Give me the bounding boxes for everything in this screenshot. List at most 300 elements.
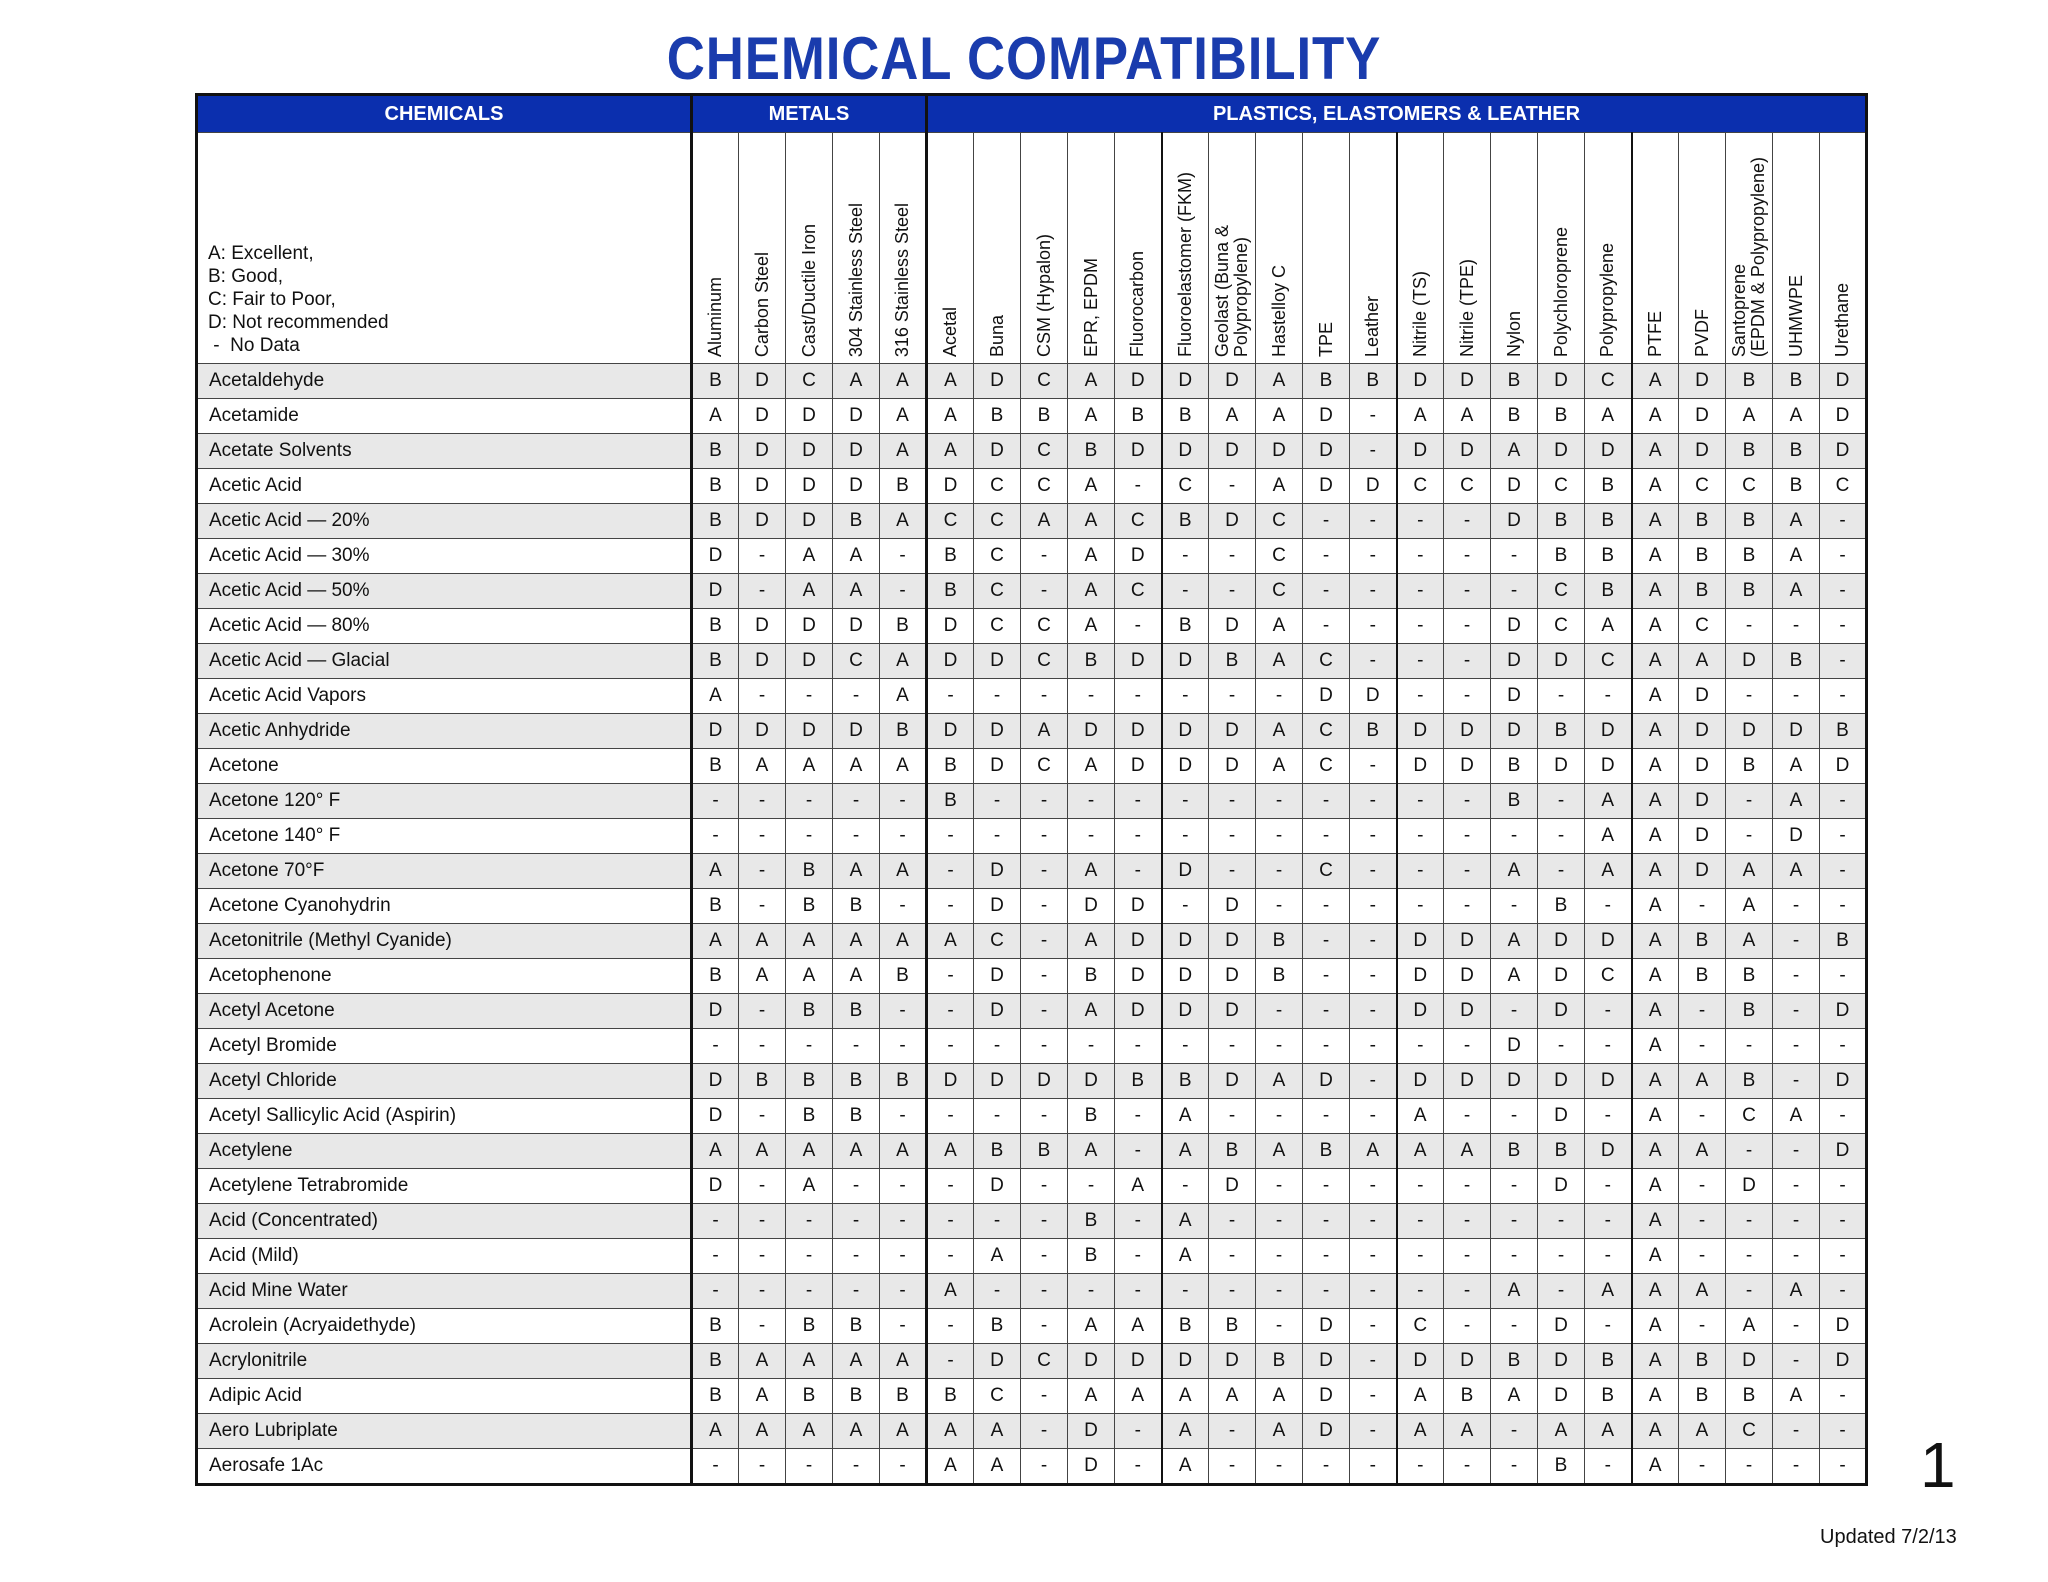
rating-cell: D [1209, 1064, 1256, 1099]
rating-cell: A [1632, 1134, 1679, 1169]
rating-cell: D [1397, 994, 1444, 1029]
rating-cell: - [1303, 1449, 1350, 1485]
rating-cell: D [833, 609, 880, 644]
rating-cell: D [1209, 504, 1256, 539]
rating-cell: B [1538, 1134, 1585, 1169]
rating-cell: D [1820, 994, 1867, 1029]
rating-cell: B [786, 994, 833, 1029]
rating-cell: D [1303, 1344, 1350, 1379]
rating-cell: D [1538, 749, 1585, 784]
rating-cell: A [1632, 714, 1679, 749]
rating-cell: A [692, 1134, 739, 1169]
rating-cell: A [880, 749, 927, 784]
table-row [197, 714, 1867, 749]
rating-cell: C [1303, 644, 1350, 679]
column-header-label: Carbon Steel [751, 251, 772, 357]
rating-cell: - [927, 1239, 974, 1274]
rating-cell: - [1444, 1029, 1491, 1064]
rating-cell: - [1209, 679, 1256, 714]
rating-cell: D [1538, 364, 1585, 399]
rating-cell: D [1491, 1029, 1538, 1064]
rating-cell: A [1444, 399, 1491, 434]
rating-cell: A [880, 924, 927, 959]
group-header-metals: METALS [692, 95, 927, 133]
rating-cell: C [1726, 469, 1773, 504]
rating-cell: D [1820, 1064, 1867, 1099]
rating-cell: - [1350, 574, 1397, 609]
rating-cell: - [1773, 959, 1820, 994]
rating-cell: A [880, 644, 927, 679]
rating-cell: A [833, 539, 880, 574]
column-header [786, 133, 833, 364]
rating-cell: - [974, 784, 1021, 819]
rating-cell: B [880, 959, 927, 994]
rating-cell: D [1820, 364, 1867, 399]
rating-cell: A [786, 1134, 833, 1169]
chemical-name: Acetic Anhydride [197, 714, 692, 749]
rating-cell: D [1726, 714, 1773, 749]
rating-cell: - [1491, 819, 1538, 854]
rating-cell: - [1773, 1309, 1820, 1344]
rating-cell: B [692, 959, 739, 994]
rating-cell: A [1585, 399, 1632, 434]
rating-cell: - [1820, 889, 1867, 924]
rating-cell: - [1397, 504, 1444, 539]
chemical-name: Acetyl Sallicylic Acid (Aspirin) [197, 1099, 692, 1134]
rating-cell: - [1021, 1099, 1068, 1134]
rating-cell: - [927, 994, 974, 1029]
rating-cell: D [1162, 434, 1209, 469]
rating-cell: A [1726, 854, 1773, 889]
rating-cell: - [833, 1239, 880, 1274]
rating-cell: D [1585, 1134, 1632, 1169]
rating-cell: - [1350, 1309, 1397, 1344]
rating-cell: - [1773, 609, 1820, 644]
rating-cell: A [1632, 1344, 1679, 1379]
rating-cell: C [1444, 469, 1491, 504]
rating-cell: - [1350, 1239, 1397, 1274]
rating-cell: D [1209, 434, 1256, 469]
rating-cell: B [833, 994, 880, 1029]
rating-cell: B [927, 784, 974, 819]
rating-cell: - [1350, 434, 1397, 469]
rating-cell: A [1726, 924, 1773, 959]
rating-cell: D [786, 714, 833, 749]
rating-cell: - [880, 819, 927, 854]
rating-cell: A [1632, 609, 1679, 644]
rating-cell: - [1350, 994, 1397, 1029]
rating-cell: D [1115, 1344, 1162, 1379]
rating-cell: - [1444, 1204, 1491, 1239]
table-row [197, 854, 1867, 889]
rating-cell: A [1256, 1414, 1303, 1449]
rating-cell: D [1491, 714, 1538, 749]
rating-cell: A [1021, 714, 1068, 749]
rating-cell: - [739, 1309, 786, 1344]
rating-cell: B [974, 1309, 1021, 1344]
rating-cell: A [1068, 749, 1115, 784]
rating-cell: A [1773, 399, 1820, 434]
table-row [197, 609, 1867, 644]
rating-cell: A [880, 1414, 927, 1449]
rating-cell: B [692, 889, 739, 924]
rating-cell: - [1021, 1274, 1068, 1309]
rating-cell: - [1209, 1239, 1256, 1274]
rating-cell: A [1632, 749, 1679, 784]
rating-cell: D [1397, 959, 1444, 994]
rating-cell: C [1021, 1344, 1068, 1379]
rating-cell: - [739, 854, 786, 889]
rating-cell: - [692, 1274, 739, 1309]
rating-cell: - [974, 1204, 1021, 1239]
rating-cell: B [1820, 924, 1867, 959]
rating-cell: B [1350, 714, 1397, 749]
rating-cell: - [1350, 854, 1397, 889]
rating-cell: - [1444, 609, 1491, 644]
table-row [197, 1204, 1867, 1239]
rating-cell: C [1397, 1309, 1444, 1344]
rating-cell: - [1679, 1169, 1726, 1204]
rating-cell: C [1021, 364, 1068, 399]
rating-cell: - [1303, 959, 1350, 994]
rating-cell: C [1538, 469, 1585, 504]
rating-cell: D [974, 434, 1021, 469]
group-header-row [197, 95, 1867, 133]
rating-cell: A [1632, 364, 1679, 399]
rating-cell: - [1444, 1239, 1491, 1274]
rating-cell: D [1538, 1379, 1585, 1414]
rating-cell: - [1726, 679, 1773, 714]
rating-cell: A [692, 854, 739, 889]
rating-cell: - [786, 784, 833, 819]
rating-cell: A [1632, 539, 1679, 574]
rating-cell: B [1726, 959, 1773, 994]
table-row [197, 1344, 1867, 1379]
rating-cell: - [1256, 819, 1303, 854]
table-row [197, 784, 1867, 819]
rating-cell: - [880, 889, 927, 924]
rating-cell: C [1115, 504, 1162, 539]
rating-cell: D [1538, 959, 1585, 994]
rating-cell: C [1679, 469, 1726, 504]
rating-cell: - [1256, 1099, 1303, 1134]
rating-cell: D [1303, 1379, 1350, 1414]
rating-cell: A [1679, 1064, 1726, 1099]
rating-cell: - [1256, 679, 1303, 714]
rating-cell: B [1162, 1309, 1209, 1344]
rating-cell: - [1209, 1204, 1256, 1239]
chemical-name: Adipic Acid [197, 1379, 692, 1414]
rating-cell: A [739, 959, 786, 994]
rating-cell: - [1444, 504, 1491, 539]
rating-cell: - [1773, 1134, 1820, 1169]
rating-cell: D [927, 644, 974, 679]
rating-cell: D [1820, 434, 1867, 469]
rating-cell: - [1773, 1239, 1820, 1274]
table-row [197, 574, 1867, 609]
rating-cell: - [974, 1029, 1021, 1064]
rating-cell: - [1209, 819, 1256, 854]
rating-cell: - [1350, 609, 1397, 644]
rating-cell: - [1397, 1274, 1444, 1309]
rating-cell: - [1726, 1449, 1773, 1485]
rating-cell: B [833, 1099, 880, 1134]
rating-cell: D [786, 609, 833, 644]
rating-cell: - [692, 1204, 739, 1239]
rating-cell: A [927, 1274, 974, 1309]
rating-cell: B [1068, 1204, 1115, 1239]
rating-cell: D [1679, 854, 1726, 889]
rating-cell: A [974, 1239, 1021, 1274]
rating-cell: - [1350, 924, 1397, 959]
rating-cell: B [1021, 399, 1068, 434]
rating-cell: A [1632, 1414, 1679, 1449]
rating-cell: - [1021, 574, 1068, 609]
chemical-name: Acetone 70°F [197, 854, 692, 889]
rating-cell: D [974, 854, 1021, 889]
rating-cell: A [1632, 469, 1679, 504]
rating-cell: D [1726, 644, 1773, 679]
rating-cell: - [927, 1204, 974, 1239]
rating-cell: A [1256, 714, 1303, 749]
rating-cell: - [1209, 1274, 1256, 1309]
rating-cell: - [1350, 644, 1397, 679]
column-header [1491, 133, 1538, 364]
column-header [692, 133, 739, 364]
rating-cell: B [974, 399, 1021, 434]
rating-cell: D [1209, 749, 1256, 784]
rating-cell: - [1115, 1449, 1162, 1485]
rating-cell: A [927, 924, 974, 959]
rating-cell: C [1585, 364, 1632, 399]
rating-cell: D [833, 714, 880, 749]
rating-cell: D [739, 469, 786, 504]
rating-cell: - [1162, 784, 1209, 819]
rating-cell: D [692, 714, 739, 749]
legend-item: A: Excellent, [208, 243, 314, 264]
rating-cell: B [786, 1309, 833, 1344]
rating-cell: B [1679, 1379, 1726, 1414]
rating-cell: - [1021, 1204, 1068, 1239]
rating-cell: B [1162, 399, 1209, 434]
rating-cell: B [1256, 959, 1303, 994]
rating-cell: D [974, 749, 1021, 784]
rating-cell: A [1726, 889, 1773, 924]
rating-cell: - [927, 1344, 974, 1379]
rating-cell: - [739, 679, 786, 714]
rating-cell: - [927, 889, 974, 924]
column-header [1350, 133, 1397, 364]
rating-cell: D [1538, 1064, 1585, 1099]
rating-cell: - [833, 1274, 880, 1309]
rating-cell: A [927, 434, 974, 469]
rating-cell: A [1726, 1309, 1773, 1344]
rating-cell: - [1021, 679, 1068, 714]
rating-cell: - [833, 1169, 880, 1204]
table-row [197, 889, 1867, 924]
rating-cell: - [1021, 1169, 1068, 1204]
rating-cell: B [880, 714, 927, 749]
rating-cell: A [1773, 749, 1820, 784]
rating-cell: - [1115, 1414, 1162, 1449]
rating-cell: B [1538, 399, 1585, 434]
rating-cell: - [739, 1239, 786, 1274]
table-row [197, 679, 1867, 714]
rating-cell: - [1350, 1379, 1397, 1414]
rating-cell: C [1162, 469, 1209, 504]
rating-cell: B [1491, 1134, 1538, 1169]
rating-cell: D [1820, 1344, 1867, 1379]
column-header-label: Fluorocarbon [1127, 250, 1148, 357]
rating-cell: - [927, 819, 974, 854]
rating-cell: A [1632, 784, 1679, 819]
rating-cell: D [1491, 609, 1538, 644]
rating-cell: - [1491, 994, 1538, 1029]
rating-cell: - [1444, 1099, 1491, 1134]
rating-cell: B [927, 749, 974, 784]
rating-cell: C [1021, 434, 1068, 469]
rating-cell: - [739, 1099, 786, 1134]
chemical-name: Acetic Acid — Glacial [197, 644, 692, 679]
rating-cell: D [1726, 1344, 1773, 1379]
rating-cell: D [1115, 889, 1162, 924]
rating-cell: D [1679, 399, 1726, 434]
rating-cell: B [927, 1379, 974, 1414]
rating-cell: A [1632, 574, 1679, 609]
rating-cell: B [1162, 504, 1209, 539]
rating-cell: - [1585, 1029, 1632, 1064]
rating-cell: - [1679, 1204, 1726, 1239]
column-header [1444, 133, 1491, 364]
rating-cell: - [1773, 1414, 1820, 1449]
chemical-name: Acetamide [197, 399, 692, 434]
rating-cell: - [1679, 1029, 1726, 1064]
rating-cell: - [880, 539, 927, 574]
rating-cell: A [1162, 1099, 1209, 1134]
rating-cell: B [692, 609, 739, 644]
rating-cell: B [1538, 504, 1585, 539]
rating-cell: - [1820, 1204, 1867, 1239]
rating-cell: - [1350, 504, 1397, 539]
rating-cell: - [1444, 1449, 1491, 1485]
rating-cell: D [1068, 1414, 1115, 1449]
rating-cell: B [1256, 1344, 1303, 1379]
rating-cell: D [1303, 399, 1350, 434]
rating-cell: C [1256, 504, 1303, 539]
rating-cell: - [1726, 1239, 1773, 1274]
rating-cell: D [974, 714, 1021, 749]
chemical-name: Acetone 120° F [197, 784, 692, 819]
chemical-name: Acetic Acid — 30% [197, 539, 692, 574]
rating-cell: - [880, 1449, 927, 1485]
rating-cell: - [1350, 1169, 1397, 1204]
rating-cell: C [1115, 574, 1162, 609]
rating-cell: D [1209, 364, 1256, 399]
rating-cell: B [1491, 749, 1538, 784]
table-row [197, 819, 1867, 854]
rating-cell: A [880, 399, 927, 434]
rating-cell: A [1632, 1029, 1679, 1064]
rating-cell: B [1726, 504, 1773, 539]
rating-cell: B [1679, 924, 1726, 959]
rating-cell: D [1068, 1449, 1115, 1485]
rating-cell: A [1068, 539, 1115, 574]
rating-cell: D [1538, 644, 1585, 679]
column-header [1397, 133, 1444, 364]
column-header [880, 133, 927, 364]
rating-cell: - [1397, 574, 1444, 609]
rating-cell: D [1256, 434, 1303, 469]
rating-cell: A [1773, 574, 1820, 609]
rating-cell: A [1256, 469, 1303, 504]
rating-cell: - [1397, 854, 1444, 889]
rating-cell: D [1350, 679, 1397, 714]
rating-cell: A [1632, 1449, 1679, 1485]
rating-cell: B [1491, 399, 1538, 434]
column-header [1773, 133, 1820, 364]
rating-cell: - [1209, 1029, 1256, 1064]
rating-cell: - [1773, 1344, 1820, 1379]
rating-cell: - [1585, 679, 1632, 714]
rating-cell: B [1773, 434, 1820, 469]
rating-cell: - [1162, 574, 1209, 609]
chemical-name: Acetylene Tetrabromide [197, 1169, 692, 1204]
rating-cell: B [692, 434, 739, 469]
rating-cell: A [880, 854, 927, 889]
rating-cell: D [1303, 434, 1350, 469]
rating-cell: A [1632, 644, 1679, 679]
rating-cell: C [1538, 609, 1585, 644]
rating-cell: - [1350, 819, 1397, 854]
column-header-label: CSM (Hypalon) [1033, 233, 1054, 357]
rating-cell: A [833, 959, 880, 994]
rating-cell: - [1397, 784, 1444, 819]
rating-cell: - [1397, 1204, 1444, 1239]
rating-cell: D [1585, 434, 1632, 469]
rating-cell: A [1585, 854, 1632, 889]
rating-cell: A [1256, 399, 1303, 434]
rating-cell: D [1679, 714, 1726, 749]
rating-cell: A [786, 1344, 833, 1379]
rating-cell: - [1726, 784, 1773, 819]
rating-cell: A [1021, 504, 1068, 539]
column-header-label: EPR, EPDM [1080, 257, 1101, 357]
rating-cell: D [1115, 434, 1162, 469]
rating-cell: - [1021, 854, 1068, 889]
table-row [197, 924, 1867, 959]
rating-cell: - [1444, 889, 1491, 924]
rating-cell: D [974, 1344, 1021, 1379]
rating-cell: D [1444, 434, 1491, 469]
column-header [739, 133, 786, 364]
rating-cell: - [1538, 819, 1585, 854]
column-header [974, 133, 1021, 364]
rating-cell: - [1350, 1029, 1397, 1064]
compatibility-table [195, 93, 1868, 1486]
rating-cell: D [1068, 1064, 1115, 1099]
rating-cell: - [1350, 1344, 1397, 1379]
rating-cell: D [1444, 714, 1491, 749]
rating-cell: C [833, 644, 880, 679]
column-header [1726, 133, 1773, 364]
column-header-label: TPE [1315, 321, 1336, 357]
rating-cell: D [1444, 924, 1491, 959]
rating-cell: D [1444, 364, 1491, 399]
rating-cell: B [1256, 924, 1303, 959]
rating-cell: - [1068, 1274, 1115, 1309]
rating-cell: - [1256, 854, 1303, 889]
chemical-name: Acetyl Acetone [197, 994, 692, 1029]
